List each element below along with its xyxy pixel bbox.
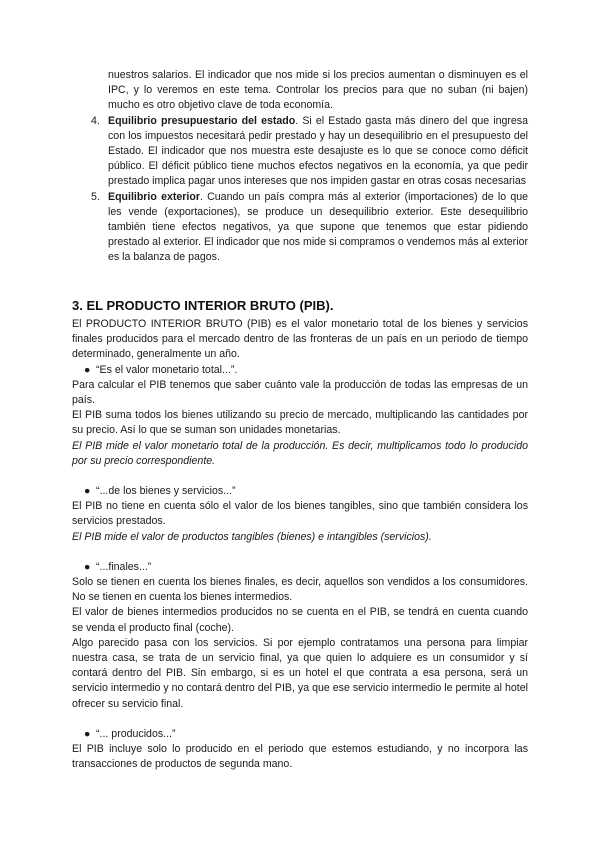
bullet-item	[72, 363, 528, 378]
paragraph: Algo parecido pasa con los servicios. Si por ejemplo contratamos una persona para limpiar nuestra casa, se trata de un servicio final, ya que quien lo adquiere es un consumidor y sí contará dentro del PIB. Sin embargo, si es un hotel el que contrata a esa persona, será un servicio intermedio y no contará dentro del PIB, ya que ese servicio intermedio le permite al hotel ofrecer su servicio final.	[72, 636, 528, 710]
bullet-dot-icon: ●	[84, 363, 91, 376]
paragraph: Para calcular el PIB tenemos que saber cuánto vale la producción de todas las empresas de un país.	[72, 378, 528, 407]
list-item-3-continuation: nuestros salarios. El indicador que nos mide si los precios aumentan o disminuyen es el IPC, y lo veremos en este tema. Controlar los precios para que no suban (ni bajen) mucho es otro objetivo clave de toda economía.	[108, 69, 528, 112]
spacer	[72, 469, 528, 484]
list-item-text: . Si el Estado gasta más dinero del que ingresa con los impuestos necesitará pedir prestado y hay un desequilibrio en el presupuesto del Estado. El indicador que nos muestra este desajuste es lo que se conoce como déficit público. El déficit público tiene muchos efectos negativos en la economía, ya que pedir prestado implica pagar unos intereses que nos impiden gastar en otras cosas necesarias	[108, 114, 528, 188]
spacer	[72, 712, 528, 727]
paragraph: El valor de bienes intermedios producidos no se cuenta en el PIB, se tendrá en cuenta cuando se venda el producto final (coche).	[72, 606, 528, 634]
list-number: 5.	[91, 190, 100, 203]
list-item-title: Equilibrio exterior	[108, 190, 200, 203]
paragraph: El PIB incluye solo lo producido en el periodo que estemos estudiando, y no incorpora las transacciones de productos de segunda mano.	[72, 743, 528, 771]
bullet-item	[72, 727, 528, 742]
paragraph: El PIB suma todos los bienes utilizando su precio de mercado, multiplicando las cantidades por su precio. Así lo que se suman son unidades monetarias.	[72, 409, 528, 437]
paragraph: Solo se tienen en cuenta los bienes finales, es decir, aquellos son vendidos a los consumidores. No se tienen en cuenta los bienes intermedios.	[72, 576, 528, 604]
paragraph: El PIB no tiene en cuenta sólo el valor de los bienes tangibles, sino que también considera los servicios prestados.	[72, 500, 528, 528]
numbered-list	[91, 68, 528, 266]
section-heading: 3. EL PRODUCTO INTERIOR BRUTO (PIB).	[72, 298, 334, 313]
bullet-text: “...de los bienes y servicios...”	[96, 485, 236, 498]
italic-summary: El PIB mide el valor de productos tangibles (bienes) e intangibles (servicios).	[72, 530, 432, 543]
bullet-item	[72, 484, 528, 499]
list-item-4	[91, 114, 528, 190]
spacer	[72, 545, 528, 560]
section-pib	[72, 297, 528, 772]
bullet-text: “...finales...”	[96, 560, 152, 573]
list-item-text: . Cuando un país compra más al exterior (importaciones) de lo que les vende (exportaciones), se produce un desequilibrio exterior. Este desequilibrio también tiene efectos negativos, ya que supone que tenemos que estar pidiendo prestado al exterior. El indicador que nos mide si compramos o vendemos más al exterior es la balanza de pagos.	[108, 190, 528, 264]
intro-paragraph: El PRODUCTO INTERIOR BRUTO (PIB) es el valor monetario total de los bienes y servicios finales producidos para el mercado dentro de las fronteras de un país en un periodo de tiempo determinado, generalmente un año.	[72, 318, 528, 361]
italic-summary: El PIB mide el valor monetario total de la producción. Es decir, multiplicamos todo lo producido por su precio correspondiente.	[72, 439, 528, 467]
bullet-item	[72, 560, 528, 575]
list-item-5	[91, 190, 528, 266]
list-item-title: Equilibrio presupuestario del estado	[108, 114, 296, 127]
list-number: 4.	[91, 114, 100, 127]
bullet-dot-icon: ●	[84, 485, 91, 498]
bullet-text: “... producidos...”	[96, 727, 176, 740]
bullet-dot-icon: ●	[84, 560, 91, 573]
bullet-dot-icon: ●	[84, 727, 91, 740]
bullet-text: “Es el valor monetario total...”.	[96, 363, 238, 376]
